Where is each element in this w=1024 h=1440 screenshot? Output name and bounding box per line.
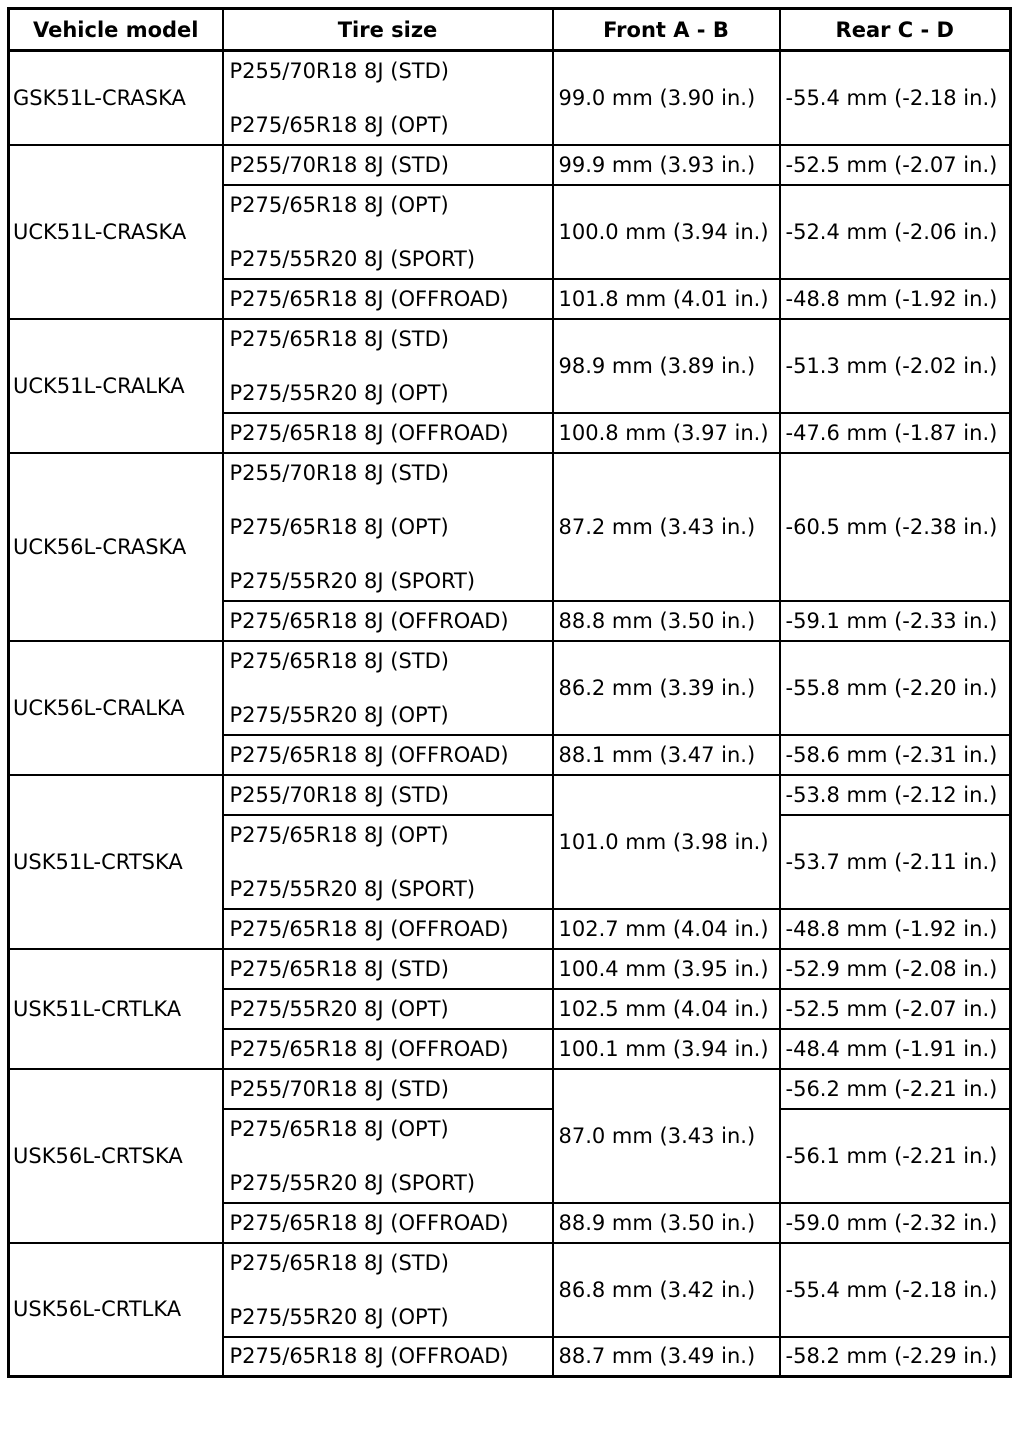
table-row: [9, 1243, 1011, 1337]
tire-size-text: P275/55R20 8J (OPT): [229, 1304, 449, 1329]
table-row: [9, 949, 1011, 989]
tire-size-text: P275/55R20 8J (OPT): [229, 380, 449, 405]
vehicle-model-cell: UCK51L-CRASKA: [9, 145, 223, 319]
front-a-b-cell: 101.0 mm (3.98 in.): [553, 775, 780, 909]
tire-size-text: P255/70R18 8J (STD): [229, 152, 449, 177]
tire-size-text: P275/55R20 8J (SPORT): [229, 246, 476, 271]
tire-size-cell: [223, 279, 553, 319]
front-a-b-cell: 100.8 mm (3.97 in.): [553, 413, 780, 453]
tire-size-text: P255/70R18 8J (STD): [229, 782, 449, 807]
tire-size-text: P275/65R18 8J (STD): [229, 956, 449, 981]
front-a-b-cell: 100.4 mm (3.95 in.): [553, 949, 780, 989]
table-body: [9, 51, 1011, 1377]
rear-c-d-cell: -59.1 mm (-2.33 in.): [780, 601, 1011, 641]
tire-size-text: P275/65R18 8J (OPT): [229, 822, 449, 847]
rear-c-d-cell: -60.5 mm (-2.38 in.): [780, 453, 1011, 601]
table-row: [9, 145, 1011, 185]
rear-c-d-cell: -58.2 mm (-2.29 in.): [780, 1337, 1011, 1377]
vehicle-model-cell: USK56L-CRTLKA: [9, 1243, 223, 1377]
vehicle-model-cell: UCK56L-CRALKA: [9, 641, 223, 775]
header-front-a-b: Front A - B: [553, 9, 780, 51]
rear-c-d-cell: -55.4 mm (-2.18 in.): [780, 1243, 1011, 1337]
tire-size-text: P275/65R18 8J (OPT): [229, 112, 449, 137]
tire-size-text: P275/65R18 8J (OFFROAD): [229, 916, 509, 941]
tire-size-text: P275/55R20 8J (SPORT): [229, 876, 476, 901]
tire-size-text: P255/70R18 8J (STD): [229, 1076, 449, 1101]
front-a-b-cell: 102.5 mm (4.04 in.): [553, 989, 780, 1029]
rear-c-d-cell: -55.8 mm (-2.20 in.): [780, 641, 1011, 735]
tire-size-cell: [223, 641, 553, 735]
front-a-b-cell: 100.1 mm (3.94 in.): [553, 1029, 780, 1069]
front-a-b-cell: 98.9 mm (3.89 in.): [553, 319, 780, 413]
tire-size-cell: [223, 1243, 553, 1337]
tire-size-cell: [223, 1069, 553, 1109]
tire-size-text: P275/65R18 8J (OFFROAD): [229, 742, 509, 767]
tire-size-cell: [223, 1109, 553, 1203]
rear-c-d-cell: -59.0 mm (-2.32 in.): [780, 1203, 1011, 1243]
tire-size-cell: [223, 735, 553, 775]
header-tire-size: Tire size: [223, 9, 553, 51]
front-a-b-cell: 102.7 mm (4.04 in.): [553, 909, 780, 949]
rear-c-d-cell: -56.1 mm (-2.21 in.): [780, 1109, 1011, 1203]
vehicle-model-cell: USK56L-CRTSKA: [9, 1069, 223, 1243]
rear-c-d-cell: -52.5 mm (-2.07 in.): [780, 989, 1011, 1029]
tire-size-text: P275/65R18 8J (OPT): [229, 1116, 449, 1141]
rear-c-d-cell: -53.8 mm (-2.12 in.): [780, 775, 1011, 815]
tire-size-cell: [223, 909, 553, 949]
tire-size-cell: [223, 413, 553, 453]
front-a-b-cell: 86.2 mm (3.39 in.): [553, 641, 780, 735]
tire-size-cell: [223, 319, 553, 413]
front-a-b-cell: 101.8 mm (4.01 in.): [553, 279, 780, 319]
tire-size-text: P255/70R18 8J (STD): [229, 58, 449, 83]
tire-size-text: P275/65R18 8J (STD): [229, 648, 449, 673]
rear-c-d-cell: -47.6 mm (-1.87 in.): [780, 413, 1011, 453]
vehicle-model-cell: GSK51L-CRASKA: [9, 51, 223, 145]
tire-size-cell: [223, 1203, 553, 1243]
tire-size-text: P275/65R18 8J (OFFROAD): [229, 1036, 509, 1061]
rear-c-d-cell: -48.8 mm (-1.92 in.): [780, 279, 1011, 319]
rear-c-d-cell: -51.3 mm (-2.02 in.): [780, 319, 1011, 413]
tire-offset-table: [7, 7, 1012, 1378]
tire-size-text: P275/65R18 8J (OFFROAD): [229, 286, 509, 311]
tire-size-text: P275/55R20 8J (SPORT): [229, 1170, 476, 1195]
tire-size-text: P275/65R18 8J (OFFROAD): [229, 608, 509, 633]
tire-size-text: P275/65R18 8J (OFFROAD): [229, 1210, 509, 1235]
tire-size-cell: [223, 989, 553, 1029]
tire-size-text: P275/55R20 8J (SPORT): [229, 568, 476, 593]
rear-c-d-cell: -48.4 mm (-1.91 in.): [780, 1029, 1011, 1069]
table-row: [9, 453, 1011, 601]
table-row: [9, 1069, 1011, 1109]
header-row: [9, 9, 1011, 51]
vehicle-model-cell: UCK51L-CRALKA: [9, 319, 223, 453]
front-a-b-cell: 99.9 mm (3.93 in.): [553, 145, 780, 185]
tire-size-text: P275/65R18 8J (STD): [229, 1250, 449, 1275]
header-rear-c-d: Rear C - D: [780, 9, 1011, 51]
tire-size-text: P275/65R18 8J (OFFROAD): [229, 420, 509, 445]
tire-size-cell: [223, 51, 553, 145]
tire-size-cell: [223, 815, 553, 909]
tire-size-text: P275/65R18 8J (OPT): [229, 192, 449, 217]
tire-size-cell: [223, 775, 553, 815]
rear-c-d-cell: -48.8 mm (-1.92 in.): [780, 909, 1011, 949]
front-a-b-cell: 88.8 mm (3.50 in.): [553, 601, 780, 641]
rear-c-d-cell: -52.5 mm (-2.07 in.): [780, 145, 1011, 185]
tire-size-text: P275/65R18 8J (STD): [229, 326, 449, 351]
tire-size-cell: [223, 453, 553, 601]
tire-size-cell: [223, 1337, 553, 1377]
rear-c-d-cell: -55.4 mm (-2.18 in.): [780, 51, 1011, 145]
tire-size-cell: [223, 185, 553, 279]
vehicle-model-cell: UCK56L-CRASKA: [9, 453, 223, 641]
front-a-b-cell: 87.2 mm (3.43 in.): [553, 453, 780, 601]
tire-size-text: P275/65R18 8J (OPT): [229, 514, 449, 539]
tire-size-cell: [223, 1029, 553, 1069]
vehicle-model-cell: USK51L-CRTSKA: [9, 775, 223, 949]
rear-c-d-cell: -52.4 mm (-2.06 in.): [780, 185, 1011, 279]
rear-c-d-cell: -56.2 mm (-2.21 in.): [780, 1069, 1011, 1109]
tire-size-text: P275/65R18 8J (OFFROAD): [229, 1344, 509, 1369]
header-vehicle-model: Vehicle model: [9, 9, 223, 51]
vehicle-model-cell: USK51L-CRTLKA: [9, 949, 223, 1069]
tire-size-cell: [223, 145, 553, 185]
front-a-b-cell: 88.7 mm (3.49 in.): [553, 1337, 780, 1377]
tire-size-cell: [223, 601, 553, 641]
rear-c-d-cell: -52.9 mm (-2.08 in.): [780, 949, 1011, 989]
front-a-b-cell: 86.8 mm (3.42 in.): [553, 1243, 780, 1337]
tire-size-cell: [223, 949, 553, 989]
front-a-b-cell: 100.0 mm (3.94 in.): [553, 185, 780, 279]
front-a-b-cell: 88.9 mm (3.50 in.): [553, 1203, 780, 1243]
table-row: [9, 775, 1011, 815]
tire-size-text: P255/70R18 8J (STD): [229, 460, 449, 485]
tire-size-text: P275/55R20 8J (OPT): [229, 996, 449, 1021]
front-a-b-cell: 87.0 mm (3.43 in.): [553, 1069, 780, 1203]
rear-c-d-cell: -58.6 mm (-2.31 in.): [780, 735, 1011, 775]
table-row: [9, 319, 1011, 413]
tire-size-text: P275/55R20 8J (OPT): [229, 702, 449, 727]
front-a-b-cell: 99.0 mm (3.90 in.): [553, 51, 780, 145]
rear-c-d-cell: -53.7 mm (-2.11 in.): [780, 815, 1011, 909]
table-row: [9, 51, 1011, 145]
front-a-b-cell: 88.1 mm (3.47 in.): [553, 735, 780, 775]
table-row: [9, 641, 1011, 735]
